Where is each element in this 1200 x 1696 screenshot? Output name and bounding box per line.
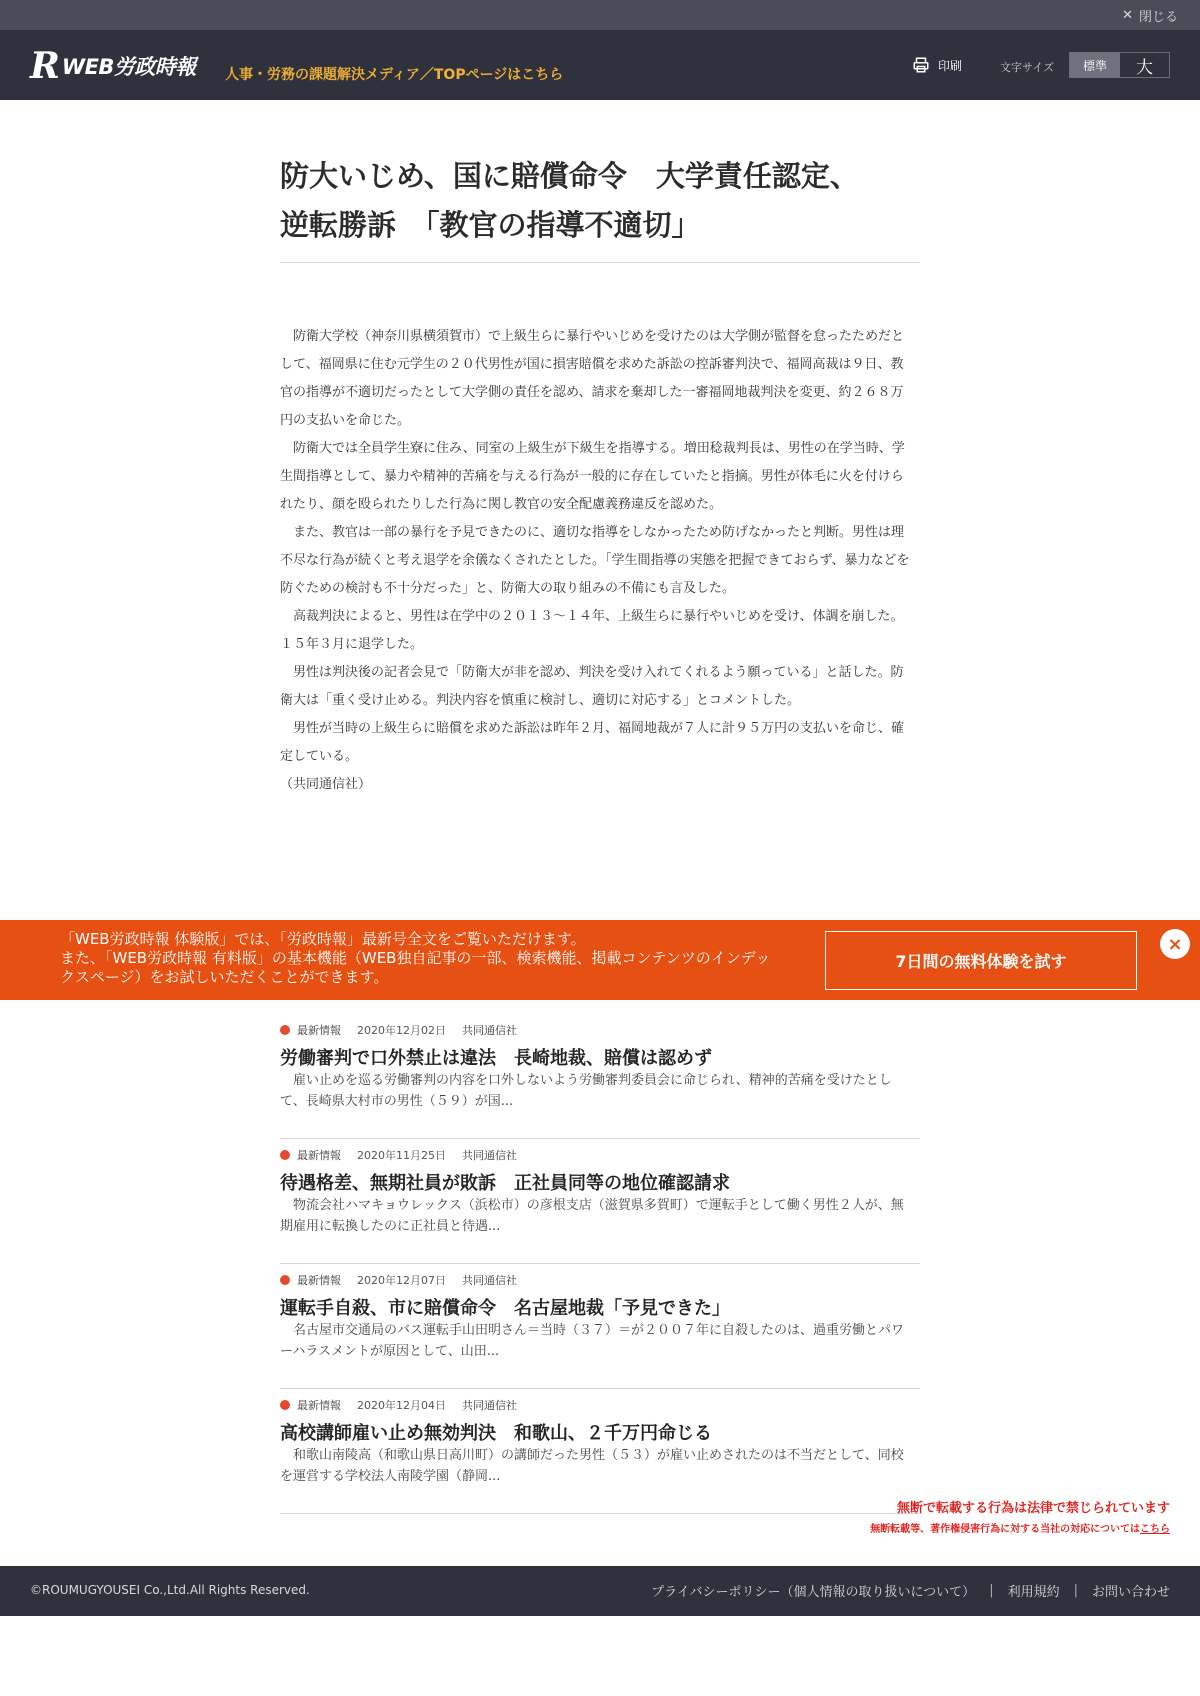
copyright-text: ©ROUMUGYOUSEI Co.,Ltd.All Rights Reserved. (30, 1583, 310, 1597)
title-divider (280, 262, 920, 263)
logo-text: WEB労政時報 (61, 55, 196, 79)
promo-line-2: また、「WEB労政時報 有料版」の基本機能（WEB独自記事の一部、検索機能、掲載コンテンツのインデックスページ）をお試しいただくことができます。 (60, 949, 771, 986)
free-trial-button[interactable]: 7日間の無料体験を試す (825, 931, 1137, 990)
logo-mark: R (30, 45, 60, 87)
news-title[interactable]: 労働審判で口外禁止は違法 長崎地裁、賠償は認めず (280, 1048, 712, 1069)
promo-close-icon[interactable]: × (1160, 929, 1190, 959)
font-size-label: 文字サイズ (1000, 61, 1055, 74)
contact-link[interactable]: お問い合わせ (1091, 1585, 1170, 1600)
article-paragraph: また、教官は一部の暴行を予見できたのに、適切な指導をしなかったため防げなかったと判断。男性は理不尽な行為が続くと考え退学を余儀なくされたとした。「学生間指導の実態を把握できておらず、暴力などを防ぐための検討も不十分だった」と、防衛大の取り組みの不備にも言及した。 (280, 525, 910, 596)
site-header (0, 30, 1200, 100)
related-news-list (280, 1014, 920, 1514)
print-label: 印刷 (938, 58, 963, 73)
news-excerpt: 雇い止めを巡る労働審判の内容を口外しないよう労働審判委員会に命じられ、精神的苦痛を受けたとして、長崎県大村市の男性（５９）が国... (280, 1073, 892, 1109)
article-paragraph: 高裁判決によると、男性は在学中の２０１３～１４年、上級生らに暴行やいじめを受け、体調を崩した。１５年３月に退学した。 (280, 609, 904, 652)
close-icon: ✕ (1122, 8, 1133, 23)
news-date: 2020年12月04日 (357, 1399, 446, 1412)
footer-separator: | (1073, 1583, 1078, 1598)
article-paragraph: 男性は判決後の記者会見で「防衛大が非を認め、判決を受け入れてくれるよう願っている」と話した。防衛大は「重く受け止める。判決内容を慎重に検討し、適切に対応する」とコメントした。 (280, 665, 904, 708)
news-excerpt: 名古屋市交通局のバス運転手山田明さん＝当時（３７）＝が２００７年に自殺したのは、過重労働とパワーハラスメントが原因として、山田... (280, 1323, 905, 1359)
trial-promo-banner (0, 920, 1200, 1000)
top-page-link[interactable]: 人事・労務の課題解決メディア／TOPページはこちら (225, 67, 564, 83)
news-meta (280, 1147, 517, 1163)
news-category: 最新情報 (297, 1274, 341, 1287)
close-label: 閉じる (1138, 10, 1178, 25)
article-paragraph: 防衛大では全員学生寮に住み、同室の上級生が下級生を指導する。増田稔裁判長は、男性の在学当時、学生間指導として、暴力や精神的苦痛を与える行為が一般的に存在していたと指摘。男性が体毛に火を付けられたり、顔を殴られたりした行為に関し教官の安全配慮義務違反を認めた。 (280, 441, 905, 512)
promo-text (60, 930, 780, 987)
article-title-line2: 逆転勝訴 「教官の指導不適切」 (280, 208, 701, 242)
news-source: 共同通信社 (462, 1274, 517, 1287)
copyright-policy-note (870, 1520, 1170, 1535)
article-title-line1: 防大いじめ、国に賠償命令 大学責任認定、 (280, 159, 859, 193)
news-meta (280, 1272, 517, 1288)
copyright-policy-text: 無断転載等、著作権侵害行為に対する当社の対応については (870, 1524, 1140, 1535)
category-dot-icon (280, 1275, 290, 1285)
copyright-policy-link[interactable]: こちら (1140, 1524, 1170, 1535)
article-paragraph: 男性が当時の上級生らに賠償を求めた訴訟は昨年２月、福岡地裁が７人に計９５万円の支払いを命じ、確定している。 (280, 721, 905, 764)
top-bar (0, 0, 1200, 30)
article-body (280, 323, 912, 799)
news-category: 最新情報 (297, 1149, 341, 1162)
printer-icon (912, 56, 930, 74)
privacy-policy-link[interactable]: プライバシーポリシー（個人情報の取り扱いについて） (651, 1585, 976, 1600)
news-meta (280, 1397, 517, 1413)
site-footer (0, 1566, 1200, 1616)
terms-link[interactable]: 利用規約 (1007, 1585, 1060, 1600)
close-window-link[interactable] (1122, 6, 1178, 25)
news-source: 共同通信社 (462, 1399, 517, 1412)
news-list-item[interactable] (280, 1389, 920, 1514)
news-date: 2020年12月02日 (357, 1024, 446, 1037)
news-title[interactable]: 運転手自殺、市に賠償命令 名古屋地裁「予見できた」 (280, 1298, 730, 1319)
print-button[interactable] (912, 56, 962, 74)
news-source: 共同通信社 (462, 1024, 517, 1037)
font-size-standard-button[interactable]: 標準 (1070, 53, 1120, 77)
footer-links (651, 1581, 1170, 1600)
news-source: 共同通信社 (462, 1149, 517, 1162)
category-dot-icon (280, 1400, 290, 1410)
site-logo[interactable] (30, 45, 196, 87)
news-category: 最新情報 (297, 1399, 341, 1412)
news-list-item[interactable] (280, 1014, 920, 1139)
news-list-item[interactable] (280, 1264, 920, 1389)
news-excerpt: 物流会社ハマキョウレックス（浜松市）の彦根支店（滋賀県多賀町）で運転手として働く男性２人が、無期雇用に転換したのに正社員と待遇... (280, 1198, 904, 1234)
font-size-toggle (1069, 52, 1170, 78)
article-title (280, 152, 920, 250)
article-credit: （共同通信社） (280, 777, 372, 792)
category-dot-icon (280, 1150, 290, 1160)
news-title[interactable]: 待遇格差、無期社員が敗訴 正社員同等の地位確認請求 (280, 1173, 730, 1194)
news-title[interactable]: 高校講師雇い止め無効判決 和歌山、２千万円命じる (280, 1423, 712, 1444)
news-category: 最新情報 (297, 1024, 341, 1037)
font-size-large-button[interactable]: 大 (1120, 53, 1169, 77)
news-meta (280, 1022, 517, 1038)
news-list-item[interactable] (280, 1139, 920, 1264)
copyright-warning: 無断で転載する行為は法律で禁じられています (896, 1501, 1170, 1516)
news-excerpt: 和歌山南陵高（和歌山県日高川町）の講師だった男性（５３）が雇い止めされたのは不当だとして、同校を運営する学校法人南陵学園（静岡... (280, 1448, 904, 1484)
promo-line-1: 「WEB労政時報 体験版」では、「労政時報」最新号全文をご覧いただけます。 (60, 930, 586, 948)
footer-separator: | (989, 1583, 994, 1598)
category-dot-icon (280, 1025, 290, 1035)
article-paragraph: 防衛大学校（神奈川県横須賀市）で上級生らに暴行やいじめを受けたのは大学側が監督を怠ったためだとして、福岡県に住む元学生の２０代男性が国に損害賠償を求めた訴訟の控訴審判決で、福岡高裁は９日、教官の指導が不適切だったとして大学側の責任を認め、請求を棄却した一審福岡地裁判決を変更、約２６８万円の支払いを命じた。 (280, 329, 905, 428)
news-date: 2020年12月07日 (357, 1274, 446, 1287)
news-date: 2020年11月25日 (357, 1149, 446, 1162)
